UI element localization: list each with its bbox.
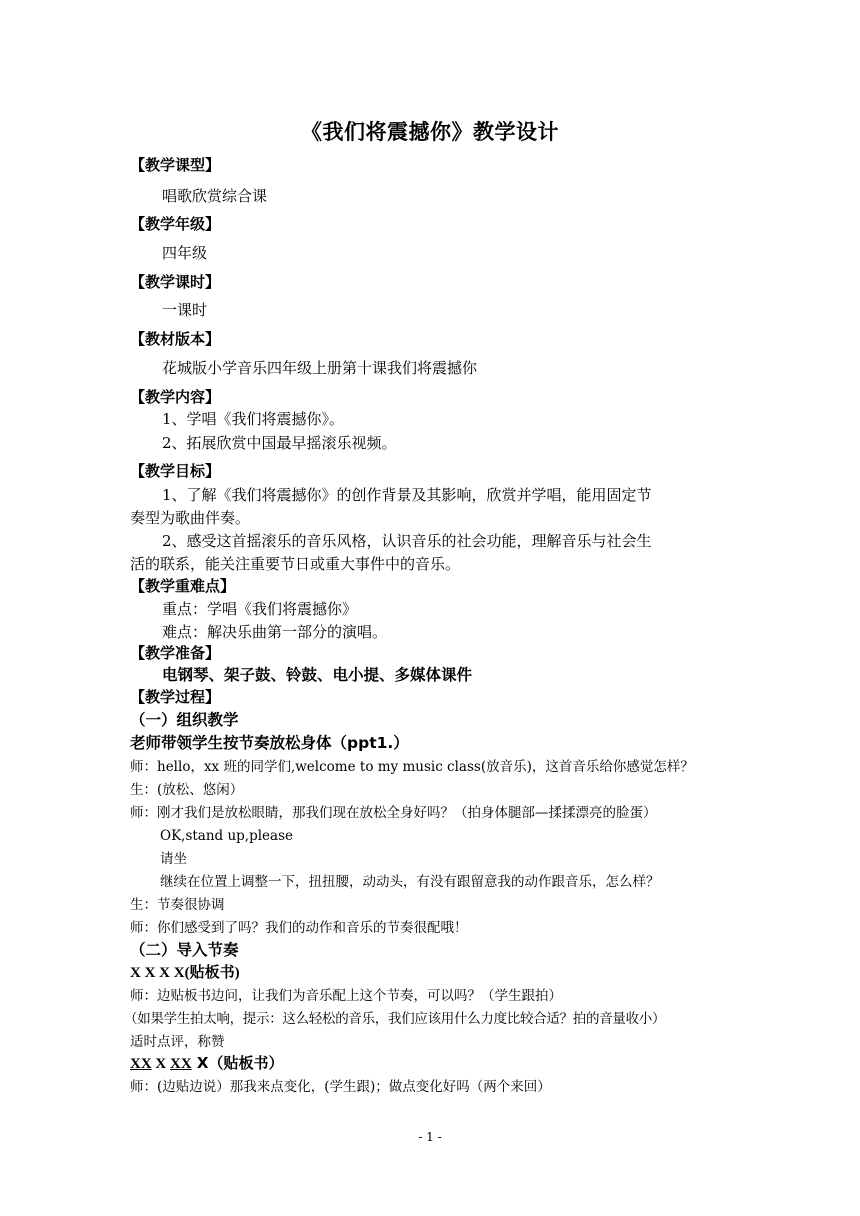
dialogue-line: 师：边贴板书边问，让我们为音乐配上这个节奏，可以吗？（学生跟拍） xyxy=(130,988,562,1004)
rhythm-pattern-1: X X X X(贴板书) xyxy=(130,965,240,981)
dialogue-line: （如果学生拍太响，提示：这么轻松的音乐，我们应该用什么力度比较合适？拍的音量收小） xyxy=(124,1011,666,1027)
dialogue-line: 请坐 xyxy=(160,851,187,867)
rhythm-group: XX xyxy=(170,1056,192,1072)
section-text-period: 一课时 xyxy=(162,301,208,319)
goal-2-line-2: 活的联系，能关注重要节日或重大事件中的音乐。 xyxy=(130,555,461,573)
section-heading-key: 【教学重难点】 xyxy=(130,577,236,595)
dialogue-line: OK,stand up,please xyxy=(160,828,294,844)
section-heading-grade: 【教学年级】 xyxy=(130,215,221,233)
content-item-1: 1、学唱《我们将震撼你》。 xyxy=(162,410,345,428)
rhythm-note: X（贴板书） xyxy=(191,1054,284,1072)
section-heading-edition: 【教材版本】 xyxy=(130,330,221,348)
dialogue-line: 生：(放松、悠闲） xyxy=(130,782,244,798)
key-point: 重点：学唱《我们将震撼你》 xyxy=(162,600,358,618)
section-heading-goals: 【教学目标】 xyxy=(130,462,221,480)
goal-1-line-2: 奏型为歌曲伴奏。 xyxy=(130,509,251,527)
section-text-grade: 四年级 xyxy=(162,244,208,262)
section-text-type: 唱歌欣赏综合课 xyxy=(162,187,268,205)
dialogue-line: 师：刚才我们是放松眼睛，那我们现在放松全身好吗？（拍身体腿部—揉揉漂亮的脸蛋） xyxy=(130,805,657,821)
dialogue-line: 师：你们感受到了吗？我们的动作和音乐的节奏很配哦！ xyxy=(130,920,468,936)
difficult-point: 难点：解决乐曲第一部分的演唱。 xyxy=(162,623,388,641)
dialogue-line: 师：(边贴边说）那我来点变化，(学生跟)；做点变化好吗（两个来回） xyxy=(130,1079,551,1095)
section-heading-period: 【教学课时】 xyxy=(130,273,221,291)
section-heading-content: 【教学内容】 xyxy=(130,388,221,406)
rhythm-pattern-2 xyxy=(130,1053,283,1074)
content-item-2: 2、拓展欣赏中国最早摇滚乐视频。 xyxy=(162,434,397,452)
dialogue-line: 适时点评，称赞 xyxy=(130,1034,225,1050)
dialogue-line: 师：hello，xx 班的同学们,welcome to my music class(放音乐)，这首音乐给你感觉怎样？ xyxy=(130,759,694,775)
process-part-1-subheading: 老师带领学生按节奏放松身体（ppt1.） xyxy=(130,734,409,752)
rhythm-group: XX xyxy=(130,1056,152,1072)
process-part-1-heading: （一）组织教学 xyxy=(130,711,239,729)
rhythm-note: X xyxy=(151,1056,171,1072)
page-title: 《我们将震撼你》教学设计 xyxy=(301,120,559,144)
dialogue-line: 生：节奏很协调 xyxy=(130,897,225,913)
section-text-edition: 花城版小学音乐四年级上册第十课我们将震撼你 xyxy=(162,359,478,377)
section-heading-type: 【教学课型】 xyxy=(130,156,221,174)
dialogue-line: 继续在位置上调整一下，扭扭腰，动动头，有没有跟留意我的动作跟音乐，怎么样？ xyxy=(160,874,660,890)
section-heading-prep: 【教学准备】 xyxy=(130,644,221,662)
page-number: - 1 - xyxy=(418,1130,442,1144)
section-heading-process: 【教学过程】 xyxy=(130,688,221,706)
goal-2-line-1: 2、感受这首摇滚乐的音乐风格，认识音乐的社会功能，理解音乐与社会生 xyxy=(162,532,652,550)
goal-1-line-1: 1、了解《我们将震撼你》的创作背景及其影响，欣赏并学唱，能用固定节 xyxy=(162,486,652,504)
section-text-prep: 电钢琴、架子鼓、铃鼓、电小提、多媒体课件 xyxy=(162,666,473,684)
process-part-2-heading: （二）导入节奏 xyxy=(130,941,239,959)
